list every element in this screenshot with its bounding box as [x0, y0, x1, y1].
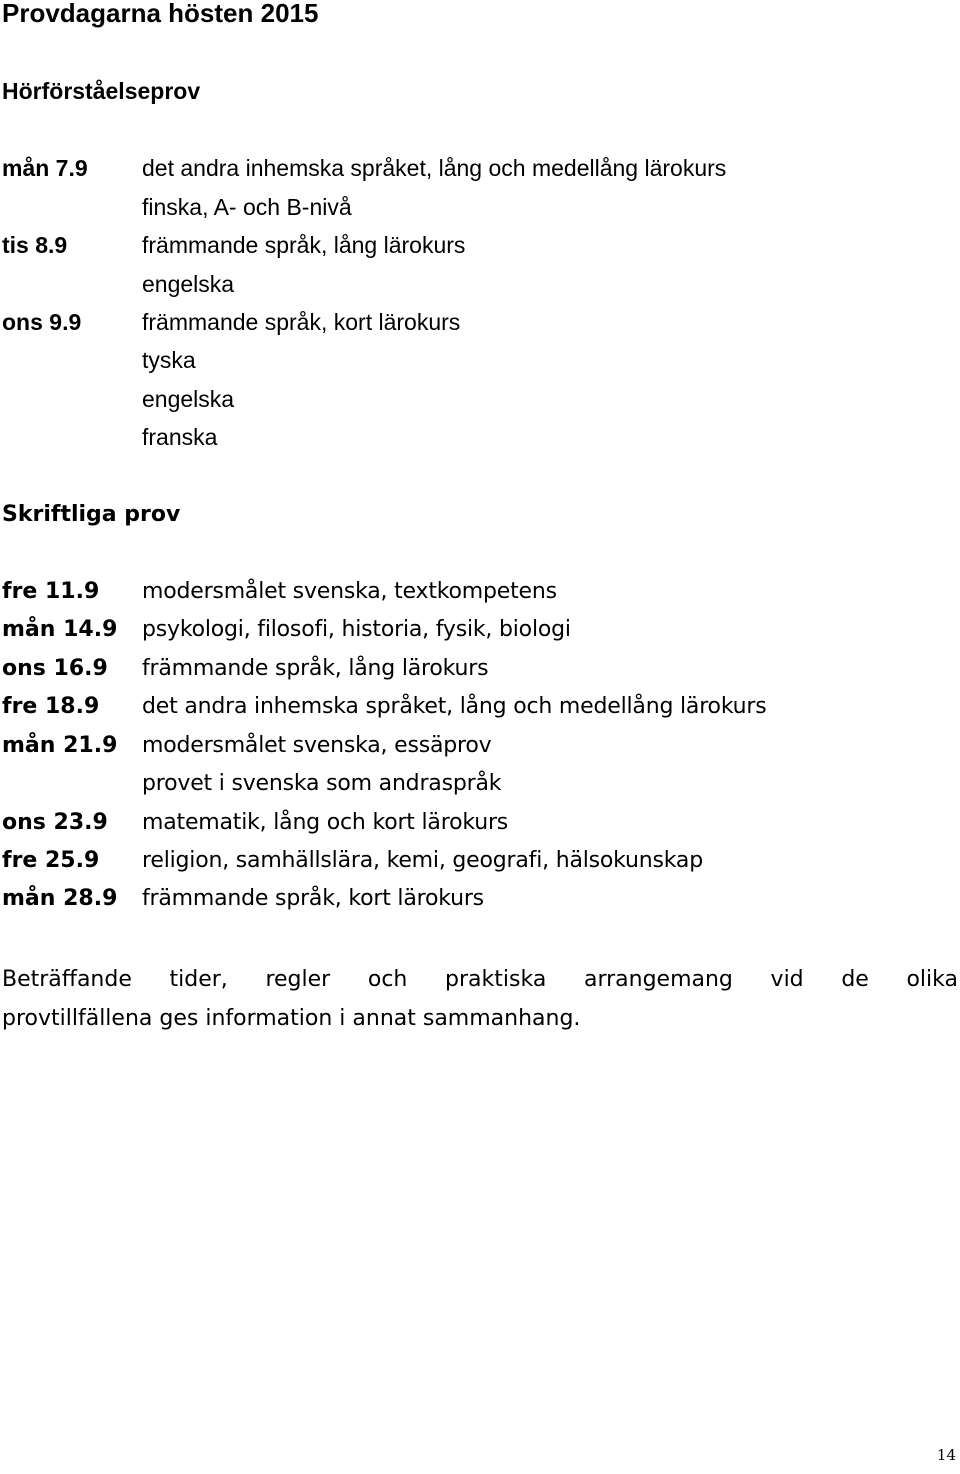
schedule-row [0, 151, 960, 189]
schedule-date: mån 21.9 [2, 733, 118, 758]
section-heading-listening: Hörförståelseprov [2, 78, 201, 104]
schedule-row [0, 382, 960, 420]
schedule-subject: modersmålet svenska, essäprov [142, 733, 492, 758]
schedule-date: ons 23.9 [2, 810, 108, 835]
schedule-subject: engelska [142, 386, 235, 412]
schedule-row [0, 305, 960, 343]
schedule-subject: provet i svenska som andraspråk [142, 771, 502, 796]
schedule-date: tis 8.9 [2, 232, 68, 258]
schedule-subject: matematik, lång och kort lärokurs [142, 810, 509, 835]
schedule-date: mån 28.9 [2, 886, 118, 911]
schedule-subject: finska, A- och B-nivå [142, 194, 352, 220]
schedule-date: ons 9.9 [2, 309, 82, 335]
schedule-date: fre 18.9 [2, 694, 100, 719]
schedule-subject: främmande språk, kort lärokurs [142, 886, 484, 911]
schedule-subject: religion, samhällslära, kemi, geografi, hälsokunskap [142, 848, 703, 873]
schedule-date: mån 7.9 [2, 155, 88, 181]
schedule-row [0, 575, 960, 613]
schedule-date: ons 16.9 [2, 656, 108, 681]
schedule-row [0, 882, 960, 920]
schedule-date: fre 11.9 [2, 579, 100, 604]
page-number: 14 [936, 1446, 956, 1464]
schedule-date: mån 14.9 [2, 617, 118, 642]
section-heading-written: Skriftliga prov [2, 502, 181, 527]
schedule-subject: modersmålet svenska, textkompetens [142, 579, 557, 604]
schedule-row [0, 690, 960, 728]
schedule-row [0, 343, 960, 381]
schedule-subject: främmande språk, lång lärokurs [142, 656, 489, 681]
schedule-date: fre 25.9 [2, 848, 100, 873]
schedule-subject: det andra inhemska språket, lång och medellång lärokurs [142, 694, 767, 719]
schedule-subject: tyska [142, 347, 196, 373]
information-paragraph [2, 960, 958, 1038]
schedule-row [0, 652, 960, 690]
schedule-row [0, 228, 960, 266]
schedule-subject: franska [142, 424, 218, 450]
paragraph-line: Beträffande tider, regler och praktiska arrangemang vid de olika [2, 967, 958, 992]
schedule-row [0, 767, 960, 805]
schedule-row [0, 806, 960, 844]
schedule-row [0, 190, 960, 228]
schedule-subject: psykologi, filosofi, historia, fysik, biologi [142, 617, 571, 642]
schedule-subject: det andra inhemska språket, lång och medellång lärokurs [142, 155, 727, 181]
schedule-row [0, 844, 960, 882]
page-title: Provdagarna hösten 2015 [2, 0, 319, 28]
schedule-row [0, 729, 960, 767]
schedule-row [0, 613, 960, 651]
schedule-row [0, 420, 960, 458]
schedule-subject: engelska [142, 271, 235, 297]
schedule-subject: främmande språk, lång lärokurs [142, 232, 466, 258]
paragraph-line: provtillfällena ges information i annat sammanhang. [2, 1006, 581, 1031]
schedule-row [0, 267, 960, 305]
schedule-subject: främmande språk, kort lärokurs [142, 309, 461, 335]
